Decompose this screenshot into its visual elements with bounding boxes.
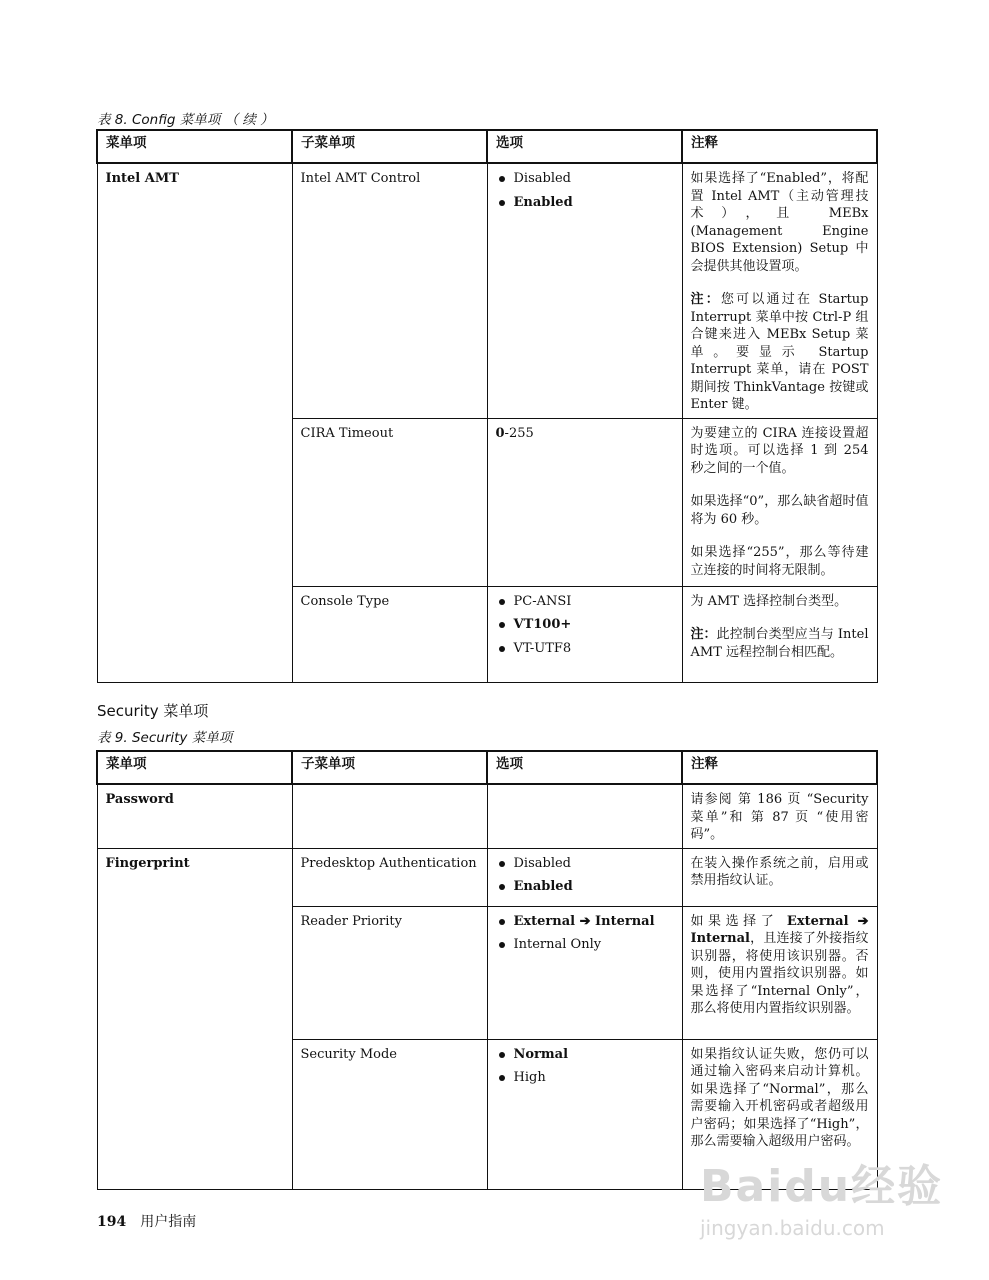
header-menu: 菜单项 bbox=[97, 130, 292, 163]
security-table bbox=[96, 750, 878, 1190]
menu-cell-intel-amt: Intel AMT bbox=[97, 163, 292, 682]
option-item: Internal Only bbox=[496, 936, 674, 954]
note-paragraph: 如果选择“0”，那么缺省超时值将为 60 秒。 bbox=[690, 494, 869, 527]
table8-caption: 表 8. Config 菜单项 （ 续 ） bbox=[97, 112, 274, 128]
option-item: VT-UTF8 bbox=[496, 640, 674, 658]
options-cell bbox=[487, 848, 682, 906]
header-options: 选项 bbox=[487, 751, 682, 784]
note-paragraph: 如果选择了“Enabled”，将配置 Intel AMT（主动管理技术），且 MEBx (Management Engine BIOS Extension) Setup 中会提供其他设置项。 bbox=[690, 171, 869, 274]
submenu-cell: Intel AMT Control bbox=[292, 163, 487, 418]
header-notes: 注释 bbox=[682, 130, 877, 163]
bullet-icon bbox=[499, 622, 505, 628]
option-item: Disabled bbox=[496, 170, 674, 188]
watermark bbox=[700, 1150, 943, 1240]
document-title: 用户指南 bbox=[140, 1214, 197, 1230]
option-item: High bbox=[496, 1069, 674, 1087]
submenu-cell: Security Mode bbox=[292, 1039, 487, 1189]
notes-cell bbox=[682, 163, 877, 418]
note-paragraph: 如果指纹认证失败，您仍可以通过输入密码来启动计算机。如果选择了“Normal”，那么需要输入开机密码或者超级用户密码；如果选择了“High”，那么需要输入超级用户密码。 bbox=[690, 1046, 869, 1149]
options-cell bbox=[487, 784, 682, 848]
bullet-icon bbox=[499, 942, 505, 948]
section-heading: Security 菜单项 bbox=[97, 702, 209, 720]
config-table bbox=[96, 129, 878, 683]
option-item-default: Enabled bbox=[496, 878, 674, 896]
header-menu: 菜单项 bbox=[97, 751, 292, 784]
notes-cell bbox=[682, 848, 877, 906]
options-cell bbox=[487, 906, 682, 1039]
menu-cell-fingerprint: Fingerprint bbox=[97, 848, 292, 1189]
bullet-icon bbox=[499, 1052, 505, 1058]
note-paragraph: 为要建立的 CIRA 连接设置超时选项。可以选择 1 到 254 秒之间的一个值。 bbox=[690, 425, 869, 476]
header-options: 选项 bbox=[487, 130, 682, 163]
bullet-icon bbox=[499, 200, 505, 206]
note-paragraph: 如果选择了 External ➔ Internal，且连接了外接指纹识别器，将使用该识别器。否则，使用内置指纹识别器。如果选择了“Internal Only”，那么将使用内置指纹识别器。 bbox=[690, 913, 869, 1016]
option-item-default: Normal bbox=[496, 1046, 674, 1064]
option-item: Disabled bbox=[496, 855, 674, 873]
bullet-icon bbox=[499, 1075, 505, 1081]
options-cell: 0-255 bbox=[487, 418, 682, 586]
options-cell bbox=[487, 1039, 682, 1189]
notes-cell bbox=[682, 586, 877, 682]
table-row bbox=[97, 848, 877, 906]
bullet-icon bbox=[499, 646, 505, 652]
header-notes: 注释 bbox=[682, 751, 877, 784]
notes-cell bbox=[682, 906, 877, 1039]
note-paragraph: 为 AMT 选择控制台类型。 bbox=[690, 593, 848, 609]
table-row bbox=[97, 163, 877, 418]
table-header-row bbox=[97, 751, 877, 784]
header-submenu: 子菜单项 bbox=[292, 130, 487, 163]
watermark-url: jingyan.baidu.com bbox=[700, 1216, 885, 1240]
page-number: 194 bbox=[97, 1214, 127, 1230]
option-item-default: Enabled bbox=[496, 194, 674, 212]
option-item-default: VT100+ bbox=[496, 616, 674, 634]
bullet-icon bbox=[499, 919, 505, 925]
header-submenu: 子菜单项 bbox=[292, 751, 487, 784]
options-cell bbox=[487, 586, 682, 682]
page-footer bbox=[97, 1211, 196, 1231]
table-header-row bbox=[97, 130, 877, 163]
notes-cell bbox=[682, 418, 877, 586]
bullet-icon bbox=[499, 176, 505, 182]
watermark-logo: Baidu经验 bbox=[700, 1161, 944, 1212]
bullet-icon bbox=[499, 599, 505, 605]
note-paragraph: 请参阅 第 186 页 “Security 菜单”和 第 87 页 “使用密码”。 bbox=[690, 792, 869, 842]
note-paragraph: 注：您可以通过在 Startup Interrupt 菜单中按 Ctrl-P 组合键来进入 MEBx Setup 菜单。要显示 Startup Interrupt 菜单，请在 POST 期间按 ThinkVantage 按键或 Enter 键。 bbox=[690, 292, 869, 412]
submenu-cell: Predesktop Authentication bbox=[292, 848, 487, 906]
note-paragraph: 在装入操作系统之前，启用或禁用指纹认证。 bbox=[690, 855, 869, 888]
table-row bbox=[97, 784, 877, 848]
note-paragraph: 注：此控制台类型应当与 Intel AMT 远程控制台相匹配。 bbox=[690, 627, 869, 660]
submenu-cell: Reader Priority bbox=[292, 906, 487, 1039]
note-paragraph: 如果选择“255”，那么等待建立连接的时间将无限制。 bbox=[690, 545, 869, 578]
submenu-cell bbox=[292, 784, 487, 848]
option-item: PC-ANSI bbox=[496, 593, 674, 611]
option-item-default: External ➔ Internal bbox=[496, 913, 674, 931]
bullet-icon bbox=[499, 861, 505, 867]
submenu-cell: Console Type bbox=[292, 586, 487, 682]
notes-cell bbox=[682, 784, 877, 848]
menu-cell-password: Password bbox=[97, 784, 292, 848]
submenu-cell: CIRA Timeout bbox=[292, 418, 487, 586]
bullet-icon bbox=[499, 884, 505, 890]
table9-caption: 表 9. Security 菜单项 bbox=[97, 730, 233, 746]
options-cell bbox=[487, 163, 682, 418]
